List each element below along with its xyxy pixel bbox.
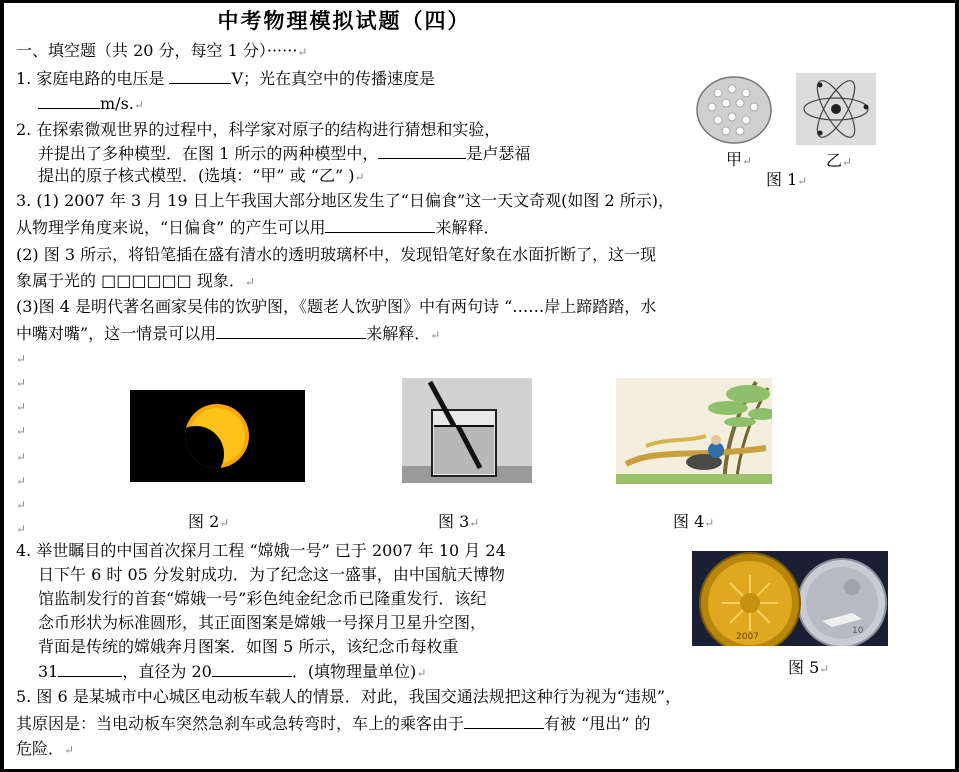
question-2-line-2: 并提出了多种模型．在图 1 所示的两种模型中， 是卢瑟福	[38, 144, 531, 163]
figure-4-caption: 图 4↵	[673, 512, 715, 531]
coin-year-text: 2007	[736, 632, 759, 642]
empty-paragraph: ↵	[16, 424, 27, 438]
blank[interactable]	[58, 661, 122, 677]
question-3-line-6: 中嘴对嘴”，这一情景可以用 来解释．↵	[16, 324, 441, 343]
figure-5-caption: 图 5↵	[788, 658, 830, 677]
question-4-line-6: 31 ，直径为 20 ．(填物理量单位)↵	[38, 662, 427, 681]
blank[interactable]	[212, 661, 292, 677]
question-3-line-4: 象属于光的 □□□□□□ 现象．↵	[16, 271, 255, 290]
figure-1-model-jia	[692, 73, 776, 147]
empty-paragraph: ↵	[16, 352, 27, 366]
empty-paragraph: ↵	[16, 498, 27, 512]
figure-5-commemorative-coins	[692, 551, 888, 646]
figure-1-model-yi	[796, 73, 876, 145]
question-4-line-3: 馆监制发行的首套“嫦娥一号”彩色纯金纪念币已隆重发行．该纪	[38, 589, 487, 608]
coin-value-text: 10	[852, 626, 864, 636]
question-5-line-1: 5. 图 6 是某城市中心城区电动板车载人的情景．对此，我国交通法规把这种行为视为“违规”，	[16, 687, 682, 706]
blank[interactable]	[38, 93, 100, 109]
question-5-line-3: 危险．↵	[16, 739, 75, 758]
figure-3-pencil-in-glass	[402, 378, 532, 483]
empty-paragraph: ↵	[16, 450, 27, 464]
question-4-line-5: 背面是传统的嫦娥奔月图案．如图 5 所示，该纪念币每枚重	[38, 637, 459, 656]
document-page	[4, 3, 955, 769]
question-1-line-1: 1. 家庭电路的电压是 V；光在真空中的传播速度是	[16, 69, 436, 88]
question-2-line-1: 2. 在探索微观世界的过程中，科学家对原子的结构进行猜想和实验，	[16, 120, 501, 139]
question-2-line-3: 提出的原子核式模型．(选填：“甲” 或 “乙” )↵	[38, 166, 365, 185]
section-heading: 一、填空题（共 20 分，每空 1 分）······↵	[16, 41, 308, 60]
question-1-line-2: m/s.↵	[38, 93, 144, 115]
blank[interactable]	[216, 323, 366, 339]
blank[interactable]	[378, 143, 466, 159]
question-4-line-2: 日下午 6 时 05 分发射成功．为了纪念这一盛事，由中国航天博物	[38, 565, 505, 584]
figure-1-label-yi: 乙↵	[826, 151, 853, 170]
question-3-line-5: (3)图 4 是明代著名画家吴伟的饮驴图，《题老人饮驴图》中有两句诗 “……岸上蹄踏踏，水	[16, 297, 657, 316]
empty-paragraph: ↵	[16, 376, 27, 390]
question-5-line-2: 其原因是：当电动板车突然急刹车或急转弯时，车上的乘客由于 有被 “甩出” 的	[16, 714, 651, 733]
page-title: 中考物理模拟试题（四）	[217, 9, 471, 33]
figure-1-label-jia: 甲↵	[726, 150, 753, 169]
empty-paragraph: ↵	[16, 400, 27, 414]
figure-3-caption: 图 3↵	[438, 512, 480, 531]
figure-2-partial-eclipse	[130, 390, 305, 482]
figure-4-painting-yinlv	[616, 378, 772, 484]
question-3-line-3: (2) 图 3 所示，将铅笔插在盛有清水的透明玻璃杯中，发现铅笔好象在水面折断了，这一现	[16, 245, 657, 264]
question-4-line-1: 4. 举世瞩目的中国首次探月工程 “嫦娥一号” 已于 2007 年 10 月 24	[16, 541, 506, 560]
question-3-line-1: 3. (1) 2007 年 3 月 19 日上午我国大部分地区发生了“日偏食”这一天文奇观(如图 2 所示)，	[16, 191, 674, 210]
blank[interactable]	[464, 713, 544, 729]
figure-1-caption: 图 1↵	[766, 170, 808, 189]
question-3-line-2: 从物理学角度来说，“日偏食” 的产生可以用 来解释．	[16, 218, 500, 237]
blank[interactable]	[325, 217, 435, 233]
figure-2-caption: 图 2↵	[188, 512, 230, 531]
empty-paragraph: ↵	[16, 474, 27, 488]
question-4-line-4: 念币形状为标准圆形，其正面图案是嫦娥一号探月卫星升空图，	[38, 613, 487, 632]
empty-paragraph: ↵	[16, 522, 27, 536]
blank[interactable]	[169, 68, 231, 84]
